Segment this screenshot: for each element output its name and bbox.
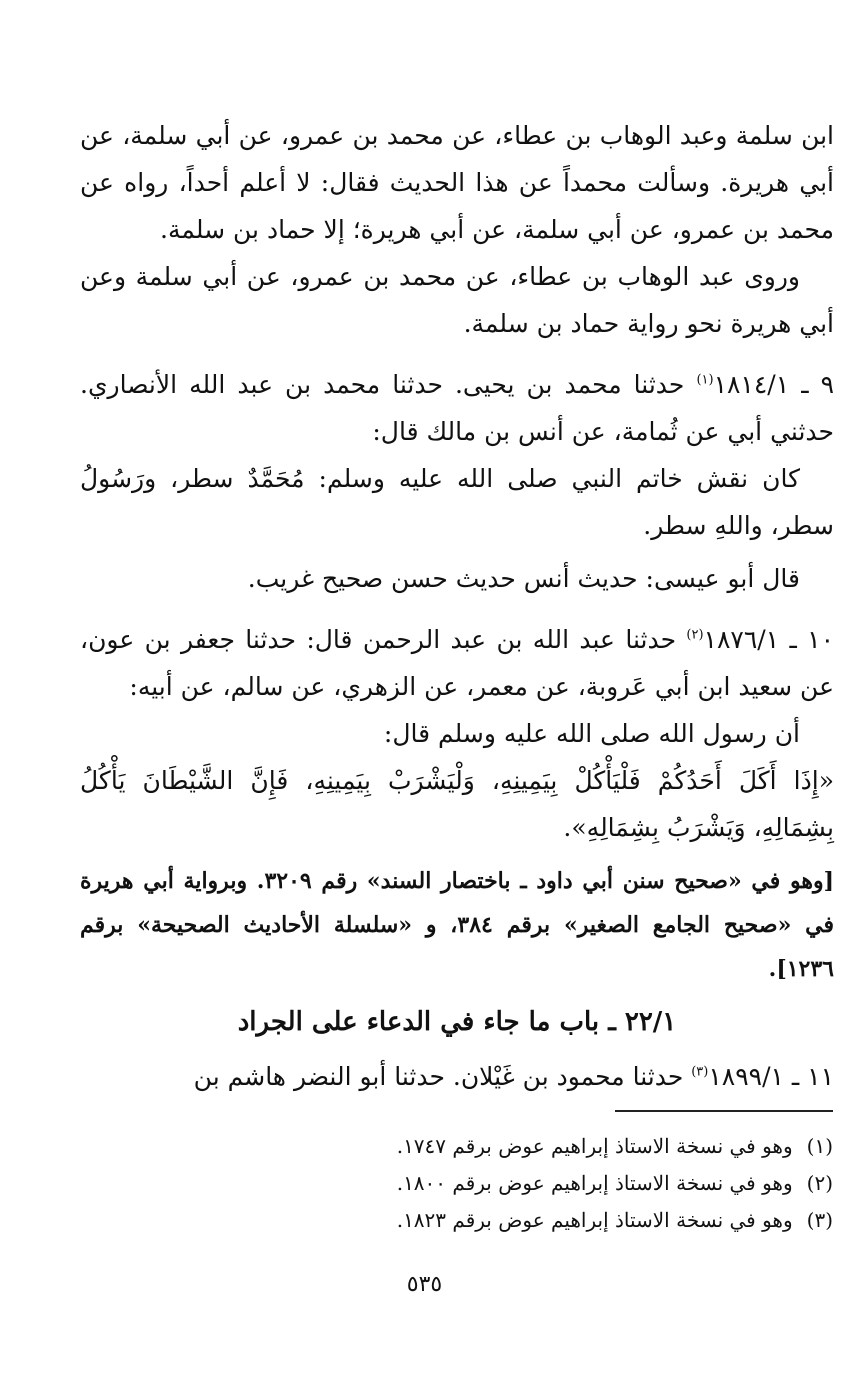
hadith-10-number: ١٠ ـ ١٨٧٦/١ xyxy=(703,625,835,654)
hadith-11-isnad: حدثنا محمود بن غَيْلان. حدثنا أبو النضر هاشم بن xyxy=(193,1062,692,1091)
footnote-divider xyxy=(615,1110,833,1112)
hadith-10-footnote-ref[interactable]: (٢) xyxy=(686,627,704,643)
footnotes xyxy=(233,1128,833,1239)
chapter-heading: ٢٢/١ ـ باب ما جاء في الدعاء على الجراد xyxy=(237,1007,677,1037)
footnote-1-text: وهو في نسخة الاستاذ إبراهيم عوض برقم ١٧٤٧. xyxy=(396,1134,793,1158)
footnote-2-number: (٢) xyxy=(806,1171,833,1195)
hadith-11-footnote-ref[interactable]: (٣) xyxy=(691,1064,709,1080)
hadith-10-isnad: حدثنا عبد الله بن عبد الرحمن قال: حدثنا جعفر بن عون، عن سعيد ابن أبي عَروبة، عن معمر، عن الزهري، عن سالم، عن أبيه: xyxy=(80,625,834,701)
footnote-1 xyxy=(233,1128,833,1165)
footnote-2 xyxy=(233,1165,833,1202)
hadith-9-comment: قال أبو عيسى: حديث أنس حديث حسن صحيح غريب. xyxy=(247,564,800,593)
hadith-10 xyxy=(80,616,834,710)
hadith-9-matn: كان نقش خاتم النبي صلى الله عليه وسلم: مُحَمَّدٌ سطر، ورَسُولُ سطر، واللهِ سطر. xyxy=(80,464,834,540)
paragraph-1: ابن سلمة وعبد الوهاب بن عطاء، عن محمد بن عمرو، عن أبي سلمة، عن أبي هريرة. وسألت محمداً عن هذا الحديث فقال: لا أعلم أحداً، رواه عن محمد بن عمرو، عن أبي سلمة، عن أبي هريرة؛ إلا حماد بن سلمة. xyxy=(80,121,834,244)
page-number: ٥٣٥ xyxy=(406,1272,443,1297)
hadith-9-footnote-ref[interactable]: (١) xyxy=(696,372,714,388)
footnote-3-text: وهو في نسخة الاستاذ إبراهيم عوض برقم ١٨٢٣. xyxy=(396,1208,793,1232)
hadith-10-matn: «إِذَا أَكَلَ أَحَدُكُمْ فَلْيَأْكُلْ بِيَمِينِهِ، وَلْيَشْرَبْ بِيَمِينِهِ، فَإِنَّ الشَّيْطَانَ يَأْكُلُ بِشِمَالِهِ، وَيَشْرَبُ بِشِمَالِهِ». xyxy=(80,766,834,842)
hadith-11 xyxy=(80,1053,834,1100)
footnote-1-number: (١) xyxy=(806,1134,833,1158)
hadith-9 xyxy=(80,361,834,455)
hadith-9-number: ٩ ـ ١٨١٤/١ xyxy=(713,370,835,399)
footnote-2-text: وهو في نسخة الاستاذ إبراهيم عوض برقم ١٨٠٠. xyxy=(396,1171,793,1195)
hadith-10-intro: أن رسول الله صلى الله عليه وسلم قال: xyxy=(383,719,800,748)
hadith-9-isnad: حدثنا محمد بن يحيى. حدثنا محمد بن عبد الله الأنصاري. حدثني أبي عن ثُمامة، عن أنس بن مالك قال: xyxy=(80,370,834,446)
hadith-10-takhrij-note: [وهو في «صحيح سنن أبي داود ـ باختصار السند» رقم ٣٢٠٩. وبرواية أبي هريرة في «صحيح الجامع الصغير» برقم ٣٨٤، و «سلسلة الأحاديث الصحيحة» برقم ١٢٣٦]. xyxy=(80,868,834,982)
footnote-3-number: (٣) xyxy=(806,1208,833,1232)
paragraph-2: وروى عبد الوهاب بن عطاء، عن محمد بن عمرو، عن أبي سلمة وعن أبي هريرة نحو رواية حماد بن سلمة. xyxy=(80,262,834,338)
footnote-3 xyxy=(233,1202,833,1239)
hadith-11-number: ١١ ـ ١٨٩٩/١ xyxy=(708,1062,834,1091)
page-body xyxy=(80,112,834,1100)
